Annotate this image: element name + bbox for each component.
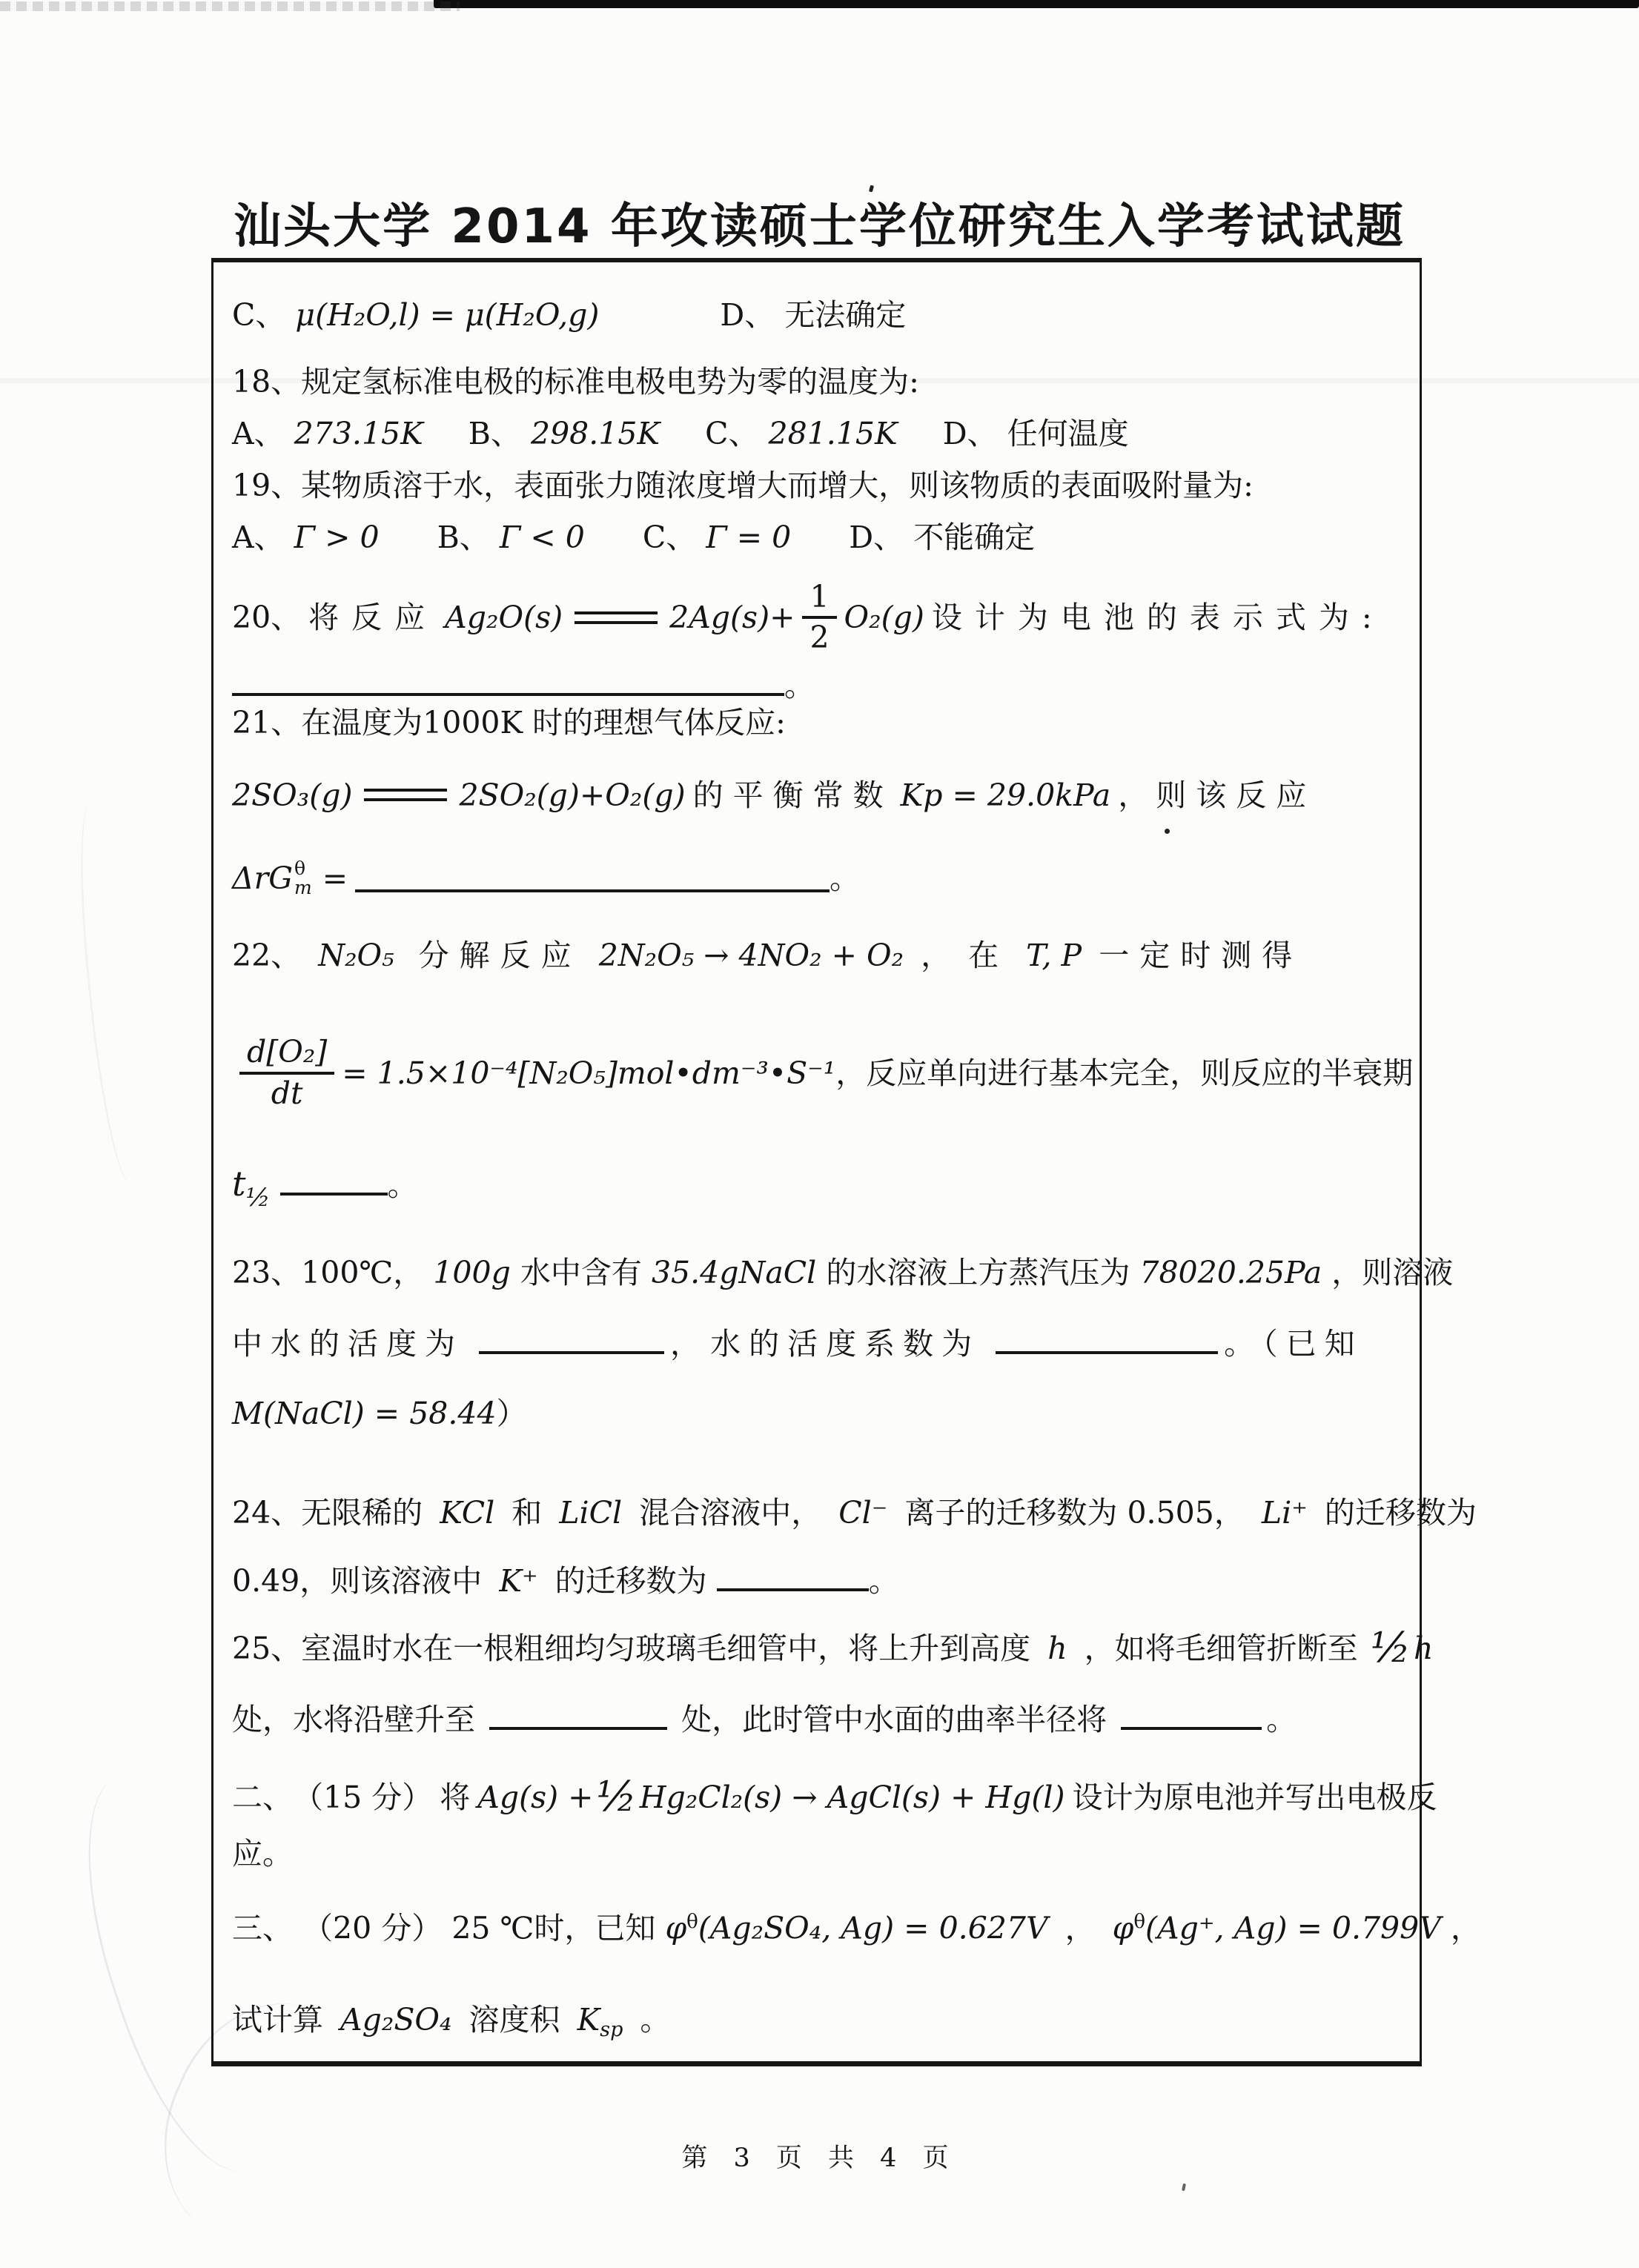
transference-a: 离子的迁移数为 0.505， <box>904 1495 1245 1531</box>
page-number-footer: 第 3 页 共 4 页 <box>681 2143 958 2173</box>
blank-line <box>1121 1702 1262 1730</box>
section-3-condition: 25 ℃时，已知 <box>451 1910 656 1946</box>
fraction-denominator: 2 <box>809 620 830 655</box>
fraction-numerator: 1 <box>802 580 836 619</box>
close-paren: ） <box>496 1396 527 1431</box>
question-19-stem <box>232 465 1254 505</box>
section-3-stem <box>232 1902 1481 1949</box>
potassium-ion: K⁺ <box>499 1563 538 1599</box>
option-a-value: 273.15K <box>294 416 423 451</box>
formula-ag: Ag(s) + <box>477 1779 594 1815</box>
decomposition-reaction: 2N₂O₅ → 4NO₂ + O₂ <box>598 938 904 973</box>
question-23-known-line <box>232 1393 527 1433</box>
section-2-continuation <box>232 1834 293 1874</box>
question-22-mid: 在 <box>968 938 1010 973</box>
option-c-label: C、 <box>232 297 286 333</box>
option-d-value: 不能确定 <box>913 520 1036 555</box>
question-22-stem <box>232 935 1302 975</box>
lithium-ion: Li⁺ <box>1261 1495 1308 1531</box>
formula-kcl: KCl <box>440 1495 495 1531</box>
rate-expression: = 1.5×10⁻⁴[N₂O₅]mol•dm⁻³•S⁻¹ <box>342 1055 836 1091</box>
option-a-label: A、 <box>232 416 285 451</box>
section-3-task-line <box>232 2000 670 2050</box>
theta-superscript: θ <box>294 857 306 879</box>
question-number: 20、 <box>232 600 302 635</box>
blank-line <box>280 1167 388 1196</box>
blank-line <box>355 864 830 892</box>
question-24-lead: 24、无限稀的 <box>232 1495 423 1531</box>
section-score: （20 分） <box>302 1910 443 1946</box>
formula-o2: O₂(g) <box>844 600 924 635</box>
option-a-value: Γ > 0 <box>294 520 380 555</box>
question-25-mid: ，如将毛细管折断至 <box>1084 1631 1358 1666</box>
section-2-tail: 设计为原电池并写出电极反 <box>1072 1779 1437 1815</box>
kp-value: Kp = 29.0kPa <box>900 777 1111 813</box>
option-d-text: 无法确定 <box>784 297 907 333</box>
question-23-tail: ，则溶液 <box>1331 1255 1454 1290</box>
option-b-value: Γ < 0 <box>499 520 585 555</box>
question-23-answer-line <box>232 1324 1363 1364</box>
sp-subscript: sp <box>600 2018 623 2041</box>
question-21-equation <box>232 763 1316 826</box>
question-21-stem-text: 21、在温度为1000K 时的理想气体反应: <box>232 705 786 740</box>
height-symbol: h <box>1414 1631 1434 1666</box>
option-d-label: D、 <box>942 416 998 451</box>
question-17-options-line <box>232 295 906 335</box>
one-half-fraction <box>802 580 836 655</box>
scan-edge-gray-strip <box>0 1 460 11</box>
period: 。 <box>868 1563 899 1599</box>
comma: ， <box>921 938 952 973</box>
question-24-line2: 0.49，则该溶液中 <box>232 1563 483 1599</box>
pencil-scribble <box>69 799 156 1187</box>
option-c-formula: μ(H₂O,l) = μ(H₂O,g) <box>295 297 600 333</box>
one-half-symbol: ½ <box>596 1772 637 1821</box>
question-22-rate-equation <box>232 1023 1413 1123</box>
question-18-stem-text: 18、规定氢标准电极的标准电极电势为零的温度为: <box>232 364 919 399</box>
period: 。 <box>387 1167 418 1203</box>
formula-2ag: 2Ag(s)+ <box>669 600 795 635</box>
fraction-denominator: dt <box>271 1075 303 1111</box>
question-21-stem <box>232 703 786 743</box>
question-23-mid-a: 水中含有 <box>520 1255 642 1290</box>
question-18-stem <box>232 362 919 402</box>
option-d-value: 任何温度 <box>1007 416 1129 451</box>
height-symbol: h <box>1047 1631 1067 1666</box>
option-c-value: Γ = 0 <box>706 520 792 555</box>
formula-ag2so4: Ag₂SO₄ <box>340 2002 452 2037</box>
question-23-lead: 23、100℃， <box>232 1255 424 1290</box>
formula-n2o5: N₂O₅ <box>318 938 394 973</box>
one-half-symbol: ½ <box>1370 1624 1411 1672</box>
fraction-numerator: d[O₂] <box>239 1035 334 1074</box>
tp-symbols: T, P <box>1026 938 1082 973</box>
blank-line <box>717 1563 869 1591</box>
question-25-stem <box>232 1624 1434 1672</box>
question-19-options <box>232 517 1035 557</box>
half-life-symbol: t <box>232 1164 246 1204</box>
question-24-stem <box>232 1493 1477 1533</box>
formula-2so3: 2SO₃(g) <box>232 777 353 813</box>
option-c-label: C、 <box>705 416 759 451</box>
electrode-potential-b: (Ag⁺, Ag) = 0.799V <box>1145 1910 1441 1946</box>
ksp-symbol <box>577 2002 623 2041</box>
nacl-mass: 35.4gNaCl <box>651 1255 817 1290</box>
phi-symbol: φ <box>665 1910 687 1946</box>
question-21-answer-line <box>232 841 860 915</box>
half-life-subscript: ½ <box>245 1183 271 1213</box>
question-22-tail: 一定时测得 <box>1099 938 1303 973</box>
section-2-stem <box>232 1758 1444 1836</box>
double-line-equals-icon <box>364 789 447 801</box>
section-2-cont-text: 应。 <box>232 1836 293 1871</box>
option-b-value: 298.15K <box>530 416 660 451</box>
activity-coefficient-label: 水的活度系数为 <box>710 1326 981 1362</box>
comma: ， <box>1118 777 1149 813</box>
question-22-desc: ，反应单向进行基本完全，则反应的半衰期 <box>835 1055 1414 1091</box>
question-20-lead: 将反应 <box>308 600 438 635</box>
exam-title: 汕头大学 2014 年攻读硕士学位研究生入学考试试题 <box>234 199 1405 254</box>
delta-rg-symbol: ΔrG <box>232 861 293 896</box>
cell-reaction: Hg₂Cl₂(s) → AgCl(s) + Hg(l) <box>639 1779 1065 1815</box>
section-number: 二、 <box>232 1779 293 1815</box>
question-22-answer-line <box>232 1164 418 1218</box>
question-25-line2-b: 处，此时管中水面的曲率半径将 <box>681 1702 1107 1737</box>
question-25-line2-a: 处，水将沿壁升至 <box>232 1702 475 1737</box>
question-22-lead: 分解反应 <box>418 938 582 973</box>
double-line-equals-icon <box>575 611 658 624</box>
question-25-lead: 25、室温时水在一根粗细均匀玻璃毛细管中，将上升到高度 <box>232 1631 1031 1666</box>
option-c-value: 281.15K <box>768 416 898 451</box>
period: 。 <box>784 668 815 703</box>
delta-rg-supsub <box>294 859 312 898</box>
electrode-potential-a: (Ag₂SO₄, Ag) = 0.627V <box>698 1910 1048 1946</box>
section-score: （15 分） <box>293 1779 433 1815</box>
vapor-pressure: 78020.25Pa <box>1139 1255 1322 1290</box>
question-20-answer-line <box>232 666 815 706</box>
comma: ， <box>670 1326 701 1362</box>
period: 。 <box>640 2002 671 2037</box>
option-b-label: B、 <box>437 520 490 555</box>
theta-superscript: θ <box>1133 1911 1146 1933</box>
transference-label: 的迁移数为 <box>554 1563 707 1599</box>
question-24-answer-line <box>232 1561 899 1601</box>
period: 。 <box>1266 1702 1297 1737</box>
option-d-label: D、 <box>720 297 775 333</box>
formula-licl: LiCl <box>559 1495 623 1531</box>
rate-fraction <box>239 1035 334 1110</box>
option-c-label: C、 <box>642 520 697 555</box>
molar-mass-nacl: M(NaCl) = 58.44 <box>232 1396 497 1431</box>
question-23-mid-b: 的水溶液上方蒸汽压为 <box>826 1255 1130 1290</box>
comma: ， <box>1450 1910 1481 1946</box>
m-subscript: m <box>294 877 312 898</box>
solubility-product-label: 溶度积 <box>468 2002 560 2037</box>
equilibrium-constant-label: 的平衡常数 <box>692 777 893 813</box>
question-number: 22、 <box>232 938 302 973</box>
chloride-ion: Cl⁻ <box>838 1495 888 1531</box>
option-b-label: B、 <box>468 416 521 451</box>
comma: ， <box>1064 1910 1096 1946</box>
question-19-stem-text: 19、某物质溶于水，表面张力随浓度增大而增大，则该物质的表面吸附量为: <box>232 468 1254 503</box>
mixture-text: 混合溶液中， <box>639 1495 822 1531</box>
question-18-options <box>232 414 1129 454</box>
option-d-label: D、 <box>849 520 904 555</box>
question-21-tail: 则该反应 <box>1156 777 1317 813</box>
scan-speck <box>1182 2184 1186 2192</box>
section-number: 三、 <box>232 1910 293 1946</box>
question-25-answer-line <box>232 1700 1297 1740</box>
question-23-stem <box>232 1253 1453 1293</box>
and-text: 和 <box>511 1495 543 1531</box>
question-20-stem <box>232 569 1392 666</box>
blank-line <box>996 1326 1218 1354</box>
blank-line <box>479 1326 664 1354</box>
option-a-label: A、 <box>232 520 285 555</box>
water-mass: 100g <box>433 1255 511 1290</box>
equals-sign: = <box>322 861 348 896</box>
period: 。 <box>830 861 861 896</box>
formula-ag2o: Ag₂O(s) <box>445 600 563 635</box>
known-lead: 。（已知 <box>1224 1326 1363 1362</box>
formula-2so2-o2: 2SO₂(g)+O₂(g) <box>459 777 686 813</box>
k-base: K <box>577 2002 600 2037</box>
section-3-task: 试计算 <box>232 2002 323 2037</box>
section-2-lead: 将 <box>440 1779 471 1815</box>
activity-label: 中水的活度为 <box>232 1326 463 1362</box>
blank-line <box>232 668 784 696</box>
scan-edge-black-strip <box>434 0 1639 8</box>
blank-line <box>489 1702 667 1730</box>
theta-superscript: θ <box>686 1911 698 1933</box>
phi-symbol: φ <box>1112 1910 1134 1946</box>
transference-b: 的迁移数为 <box>1324 1495 1477 1531</box>
question-20-tail: 设计为电池的表示式为: <box>931 600 1385 635</box>
